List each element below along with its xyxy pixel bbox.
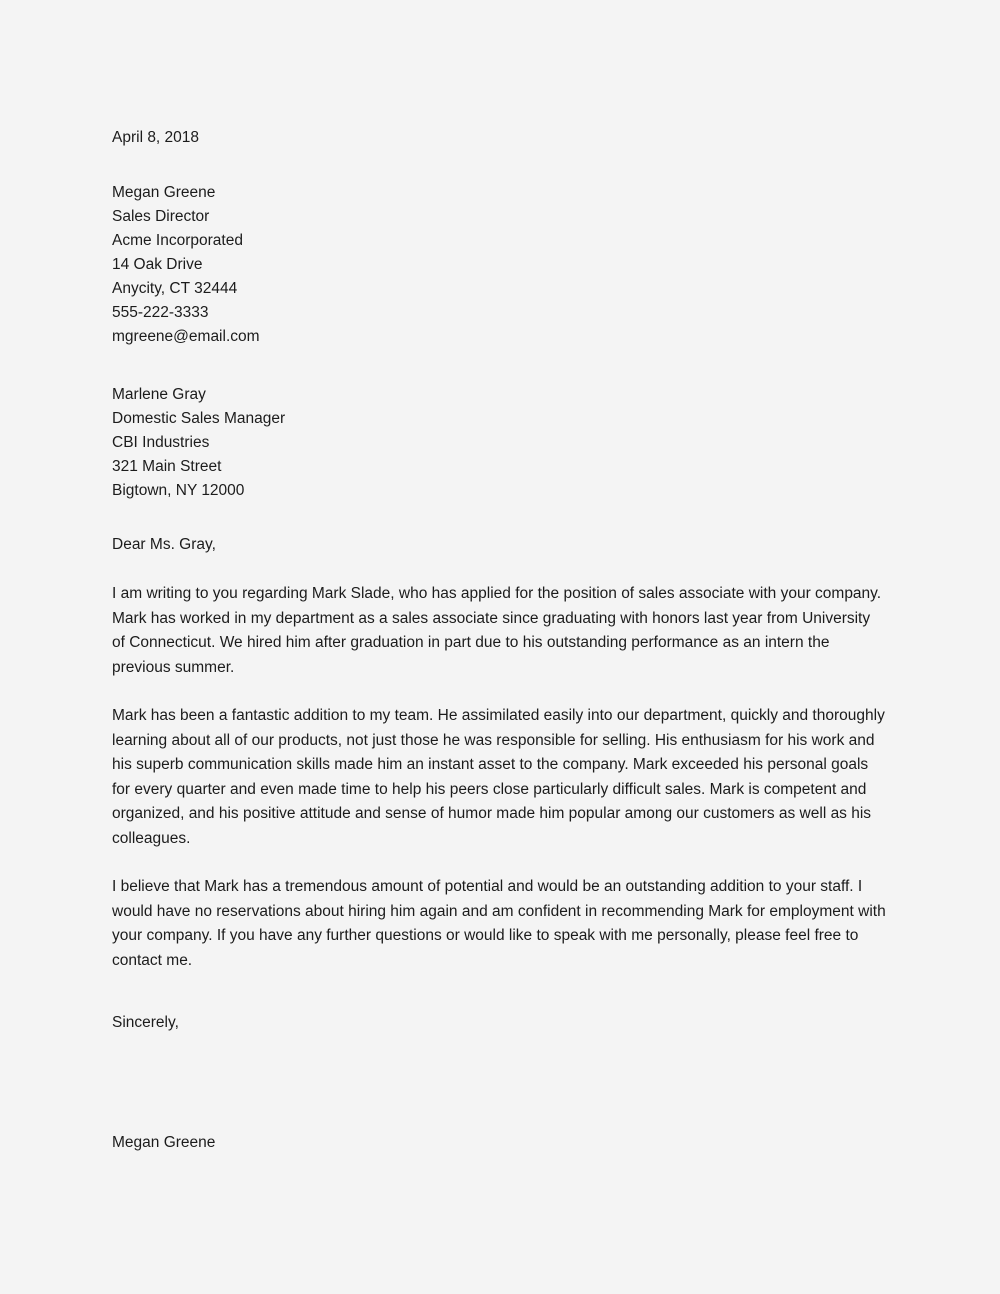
address-line: Domestic Sales Manager: [112, 409, 286, 427]
address-line: Sales Director: [112, 207, 210, 225]
address-line: CBI Industries: [112, 433, 210, 451]
letter-signature-name: Megan Greene: [112, 1133, 216, 1151]
letter-paragraph: Mark has been a fantastic addition to my team. He assimilated easily into our department, quickly and thoroughly learning about all of our products, not just those he was responsible for selling. His enthusiasm for his work and his superb communication skills made him an instant asset to the company. Mark exceeded his personal goals for every quarter and even made time to help his peers close particularly difficult sales. Mark is competent and organized, and his positive attitude and sense of humor made him popular among our customers as well as his colleagues.: [112, 707, 885, 847]
address-line-email: mgreene@email.com: [112, 327, 260, 345]
address-line: 321 Main Street: [112, 457, 222, 475]
address-line: Acme Incorporated: [112, 231, 243, 249]
address-line-phone: 555-222-3333: [112, 303, 209, 321]
address-line: Bigtown, NY 12000: [112, 481, 245, 499]
letter-paragraph: I am writing to you regarding Mark Slade, who has applied for the position of sales associate with your company. Mark has worked in my department as a sales associate since graduating with honors last year from University of Connecticut. We hired him after graduation in part due to his outstanding performance as an intern the previous summer.: [112, 585, 882, 676]
addressee-address-block: [112, 383, 888, 503]
address-line: Megan Greene: [112, 183, 216, 201]
letter-date: April 8, 2018: [112, 129, 200, 146]
letter-closing: Sincerely,: [112, 1014, 179, 1031]
letter-paragraph: I believe that Mark has a tremendous amount of potential and would be an outstanding addition to your staff. I would have no reservations about hiring him again and am confident in recommending Mark for employment with your company. If you have any further questions or would like to speak with me personally, please feel free to contact me.: [112, 878, 886, 969]
address-line: 14 Oak Drive: [112, 255, 203, 273]
address-line: Marlene Gray: [112, 385, 206, 403]
letter-salutation: Dear Ms. Gray,: [112, 535, 216, 553]
address-line: Anycity, CT 32444: [112, 279, 238, 297]
sender-address-block: [112, 181, 888, 349]
letter-body: [112, 130, 888, 1150]
